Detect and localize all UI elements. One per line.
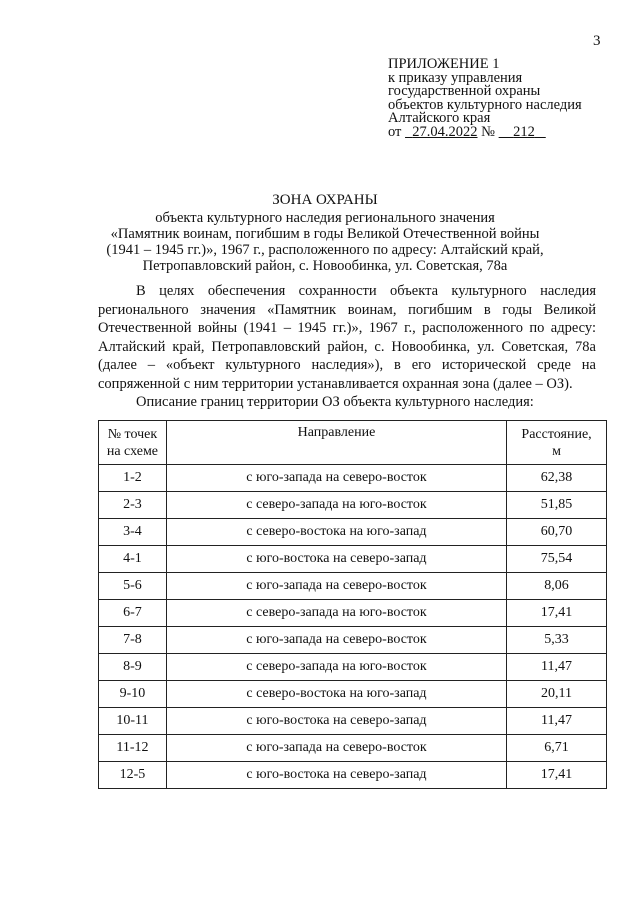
body-text [98,282,596,412]
title-line: Петропавловский район, с. Новообинка, ул. Советская, 78а [142,258,508,274]
cell-distance: 6,71 [507,735,607,762]
table-row [99,627,607,654]
table-row [99,654,607,681]
paragraph: Описание границ территории ОЗ объекта культурного наследия: [136,394,534,410]
cell-direction: с юго-запада на северо-восток [166,735,506,762]
cell-points: 12-5 [99,762,167,789]
cell-direction: с юго-запада на северо-восток [166,627,506,654]
table-row [99,708,607,735]
cell-direction: с юго-востока на северо-запад [166,708,506,735]
number-prefix: № [481,123,495,140]
cell-points: 2-3 [99,492,167,519]
appendix-line: объектов культурного наследия [388,96,582,113]
page-number: 3 [593,33,601,49]
cell-distance: 17,41 [507,762,607,789]
order-number: 212 [513,123,535,140]
table-row [99,762,607,789]
title-line: «Памятник воинам, погибшим в годы Великой Отечественной войны [110,226,540,242]
cell-direction: с северо-востока на юго-запад [166,681,506,708]
cell-direction: с северо-запада на юго-восток [166,492,506,519]
cell-distance: 62,38 [507,465,607,492]
title-heading: ЗОНА ОХРАНЫ [272,192,378,208]
cell-points: 9-10 [99,681,167,708]
header-distance: Расстояние, м [507,421,607,465]
cell-points: 7-8 [99,627,167,654]
order-date: 27.04.2022 [412,123,478,140]
appendix-date-line [388,123,582,140]
cell-points: 6-7 [99,600,167,627]
cell-distance: 75,54 [507,546,607,573]
cell-points: 1-2 [99,465,167,492]
header-points: № точек на схеме [99,421,167,465]
cell-direction: с юго-востока на северо-запад [166,546,506,573]
table-header-row [99,421,607,465]
table-row [99,735,607,762]
appendix-line: государственной охраны [388,83,541,99]
cell-points: 4-1 [99,546,167,573]
cell-points: 3-4 [99,519,167,546]
table-row [99,600,607,627]
cell-distance: 11,47 [507,708,607,735]
boundary-table [98,420,607,789]
paragraph: В целях обеспечения сохранности объекта культурного наследия регионального значения «Памятник воинам, погибшим в годы Великой Отечественной войны (1941 – 1945 гг.)», 1967 г., расположенного по адресу: Алтайский край, Петропавловский район, с. Новообинка, ул. Советская, 78а (далее – «объект культурного наследия»), в его исторической среде на сопряженной с ним территории устанавливается охранная зона (далее – ОЗ). [98,283,596,392]
cell-distance: 17,41 [507,600,607,627]
cell-points: 5-6 [99,573,167,600]
cell-direction: с северо-востока на юго-запад [166,519,506,546]
cell-direction: с северо-запада на юго-восток [166,600,506,627]
appendix-heading: ПРИЛОЖЕНИЕ 1 [388,56,500,72]
table-row [99,546,607,573]
appendix-line: Алтайского края [388,110,491,126]
appendix-block [388,58,582,139]
cell-distance: 20,11 [507,681,607,708]
cell-direction: с юго-востока на северо-запад [166,762,506,789]
cell-distance: 5,33 [507,627,607,654]
table-row [99,492,607,519]
document-title [80,192,570,274]
cell-direction: с северо-запада на юго-восток [166,654,506,681]
table-row [99,465,607,492]
cell-distance: 8,06 [507,573,607,600]
title-line: объекта культурного наследия регионального значения [155,210,495,226]
cell-points: 8-9 [99,654,167,681]
cell-points: 10-11 [99,708,167,735]
title-line: (1941 – 1945 гг.)», 1967 г., расположенного по адресу: Алтайский край, [106,242,544,258]
header-direction: Направление [166,421,506,465]
cell-distance: 11,47 [507,654,607,681]
date-prefix: от [388,123,402,140]
appendix-line: к приказу управления [388,69,523,86]
table-row [99,573,607,600]
cell-distance: 51,85 [507,492,607,519]
cell-points: 11-12 [99,735,167,762]
cell-distance: 60,70 [507,519,607,546]
table-row [99,519,607,546]
cell-direction: с юго-запада на северо-восток [166,465,506,492]
cell-direction: с юго-запада на северо-восток [166,573,506,600]
table-row [99,681,607,708]
